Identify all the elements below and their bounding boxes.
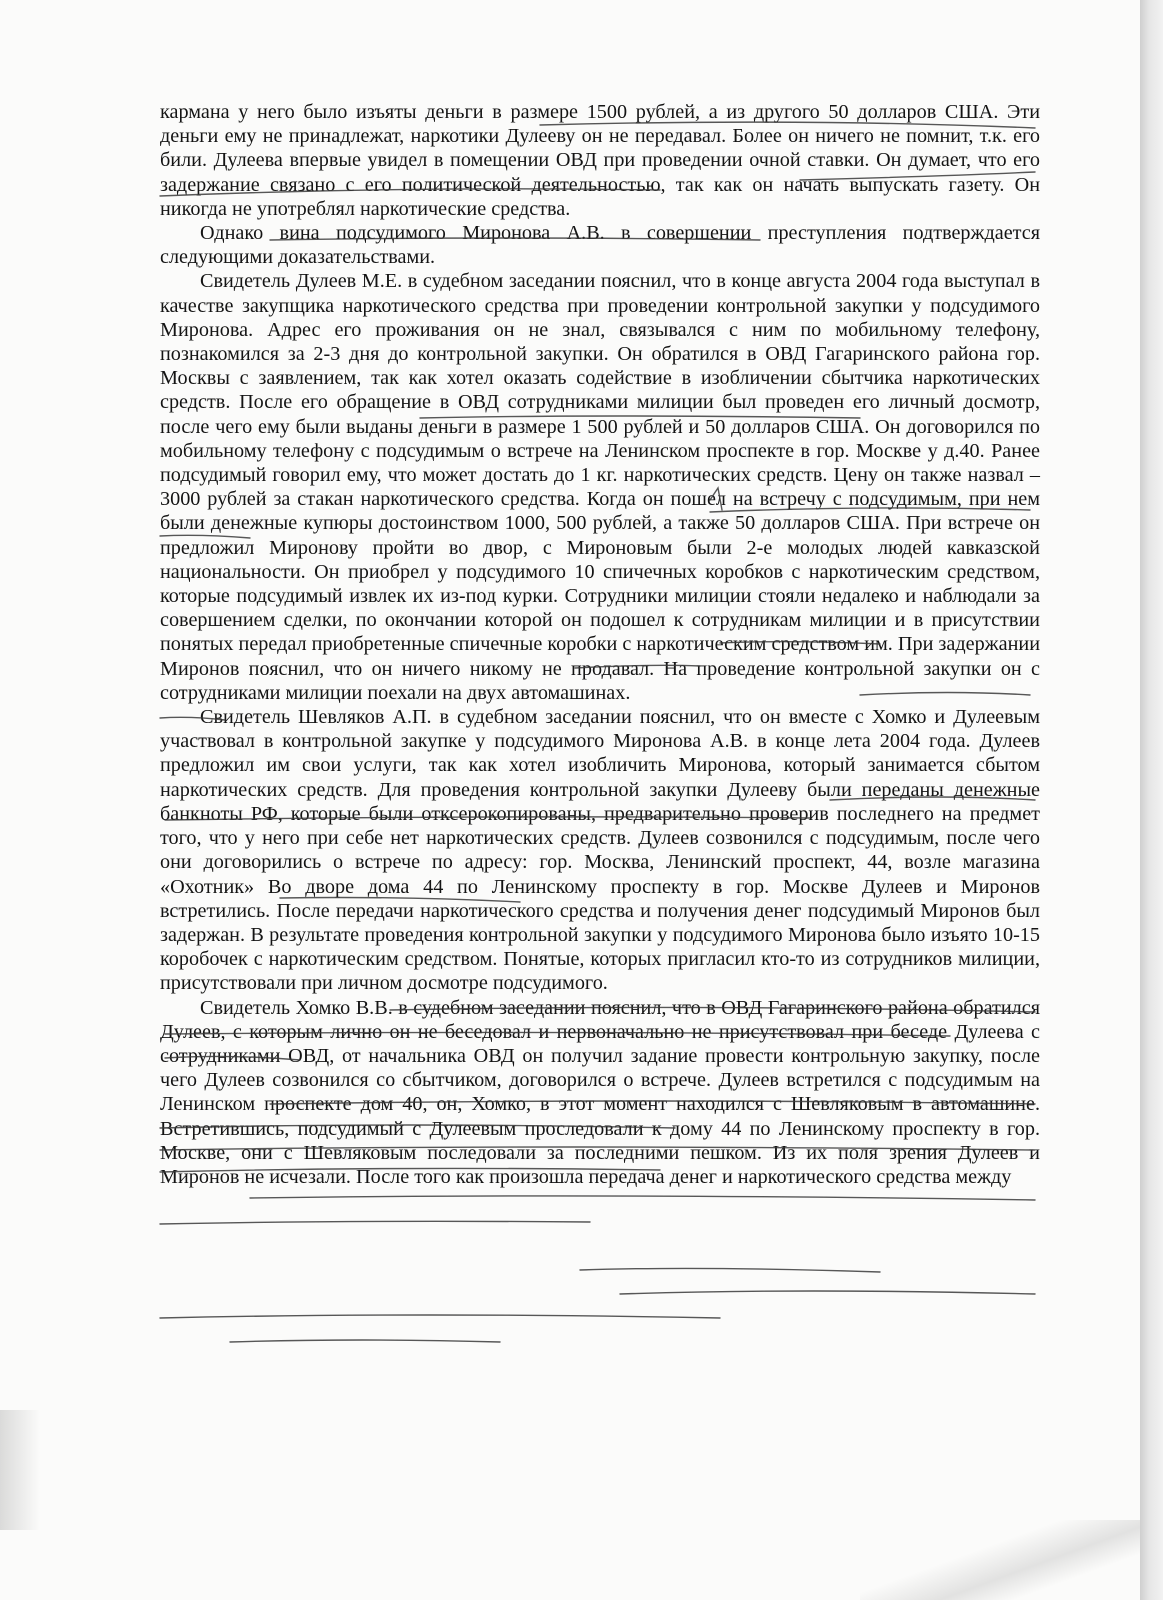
- underline-mark: [620, 1291, 1035, 1294]
- underline-mark: [230, 1340, 500, 1342]
- document-body: [160, 100, 1040, 1189]
- scan-smudge: [0, 1410, 40, 1530]
- paragraph-2: Однако вина подсудимого Миронова А.В. в совершении преступления подтверждается следующими доказательствами.: [160, 222, 1040, 269]
- underline-mark: [160, 1221, 590, 1224]
- paragraph-5: Свидетель Хомко В.В. в судебном заседании пояснил, что в ОВД Гагаринского района обратился Дулеев, с которым лично он не беседовал и первоначально не присутствовал при беседе Дулеева с сотрудниками ОВД, от начальника ОВД он получил задание провести контрольную закупку, после чего Дулеев созвонился со сбытчиком, договорился о встрече. Дулеев встретился с подсудимым на Ленинском проспекте дом 40, он, Хомко, в этот момент находился с Шевляковым в автомашине. Встретившись, подсудимый с Дулеевым проследовали к дому 44 по Ленинскому проспекту в гор. Москве, они с Шевляковым последовали за последними пешком. Из их поля зрения Дулеев и Миронов не исчезали. После того как произошла передача денег и наркотического средства между: [160, 996, 1040, 1188]
- paragraph-1: кармана у него было изъяты деньги в размере 1500 рублей, а из другого 50 долларов США. Эти деньги ему не принадлежат, наркотики Дулееву он не передавал. Более он ничего не помнит, т.к. его били. Дулеева впервые увидел в помещении ОВД при проведении очной ставки. Он думает, что его задержание связано с его политической деятельностью, так как он начать выпускать газету. Он никогда не употреблял наркотические средства.: [160, 101, 1040, 220]
- paragraph-3: Свидетель Дулеев М.Е. в судебном заседании пояснил, что в конце августа 2004 года выступал в качестве закупщика наркотического средства при проведении контрольной закупки у подсудимого Миронова. Адрес его проживания он не знал, связывался с ним по мобильному телефону, познакомился за 2-3 дня до контрольной закупки. Он обратился в ОВД Гагаринского района гор. Москвы с заявлением, так как хотел оказать содействие в изобличении сбытчика наркотических средств. После его обращение в ОВД сотрудниками милиции был проведен его личный досмотр, после чего ему были выданы деньги в размере 1 500 рублей и 50 долларов США. Он договорился по мобильному телефону с подсудимым о встрече на Ленинском проспекте в гор. Москве у д.40. Ранее подсудимый говорил ему, что может достать до 1 кг. наркотических средств. Цену он также назвал – 3000 рублей за стакан наркотического средства. Когда он пошел на встречу с подсудимым, при нем были денежные купюры достоинством 1000, 500 рублей, а также 50 долларов США. При встрече он предложил Миронову пройти во двор, с Мироновым были 2-е молодых людей кавказской национальности. Он приобрел у подсудимого 10 спичечных коробков с наркотическим средством, которые подсудимый извлек их из-под курки. Сотрудники милиции стояли недалеко и наблюдали за совершением сделки, по окончании которой он подошел к сотрудникам милиции и в присутствии понятых передал приобретенные спичечные коробки с наркотическим средством им. При задержании Миронов пояснил, что он ничего никому не продавал. На проведение контрольной закупки он с сотрудниками милиции поехали на двух автомашинах.: [160, 270, 1040, 704]
- underline-mark: [250, 1196, 1035, 1200]
- paragraph-4: Свидетель Шевляков А.П. в судебном заседании пояснил, что он вместе с Хомко и Дулеевым участвовал в контрольной закупке у подсудимого Миронова А.В. в конце лета 2004 года. Дулеев предложил им свои услуги, так как хотел изобличить Миронова, который занимается сбытом наркотических средств. Для проведения контрольной закупки Дулееву были переданы денежные банкноты РФ, которые были отксерокопированы, предварительно проверив последнего на предмет того, что у него при себе нет наркотических средств. Дулеев созвонился с подсудимым, после чего они договорились о встрече по адресу: гор. Москва, Ленинский проспект, 44, возле магазина «Охотник» Во дворе дома 44 по Ленинскому проспекту в гор. Москве Дулеев и Миронов встретились. После передачи наркотического средства и получения денег подсудимый Миронов был задержан. В результате проведения контрольной закупки у подсудимого Миронова было изъято 10-15 коробочек с наркотическим средством. Понятые, которых пригласил кто-то из сотрудников милиции, присутствовали при личном досмотре подсудимого.: [160, 706, 1040, 995]
- page-fold-shadow: [860, 1520, 1140, 1600]
- page-edge: [1140, 0, 1163, 1600]
- underline-mark: [580, 1268, 880, 1272]
- underline-mark: [160, 1315, 720, 1318]
